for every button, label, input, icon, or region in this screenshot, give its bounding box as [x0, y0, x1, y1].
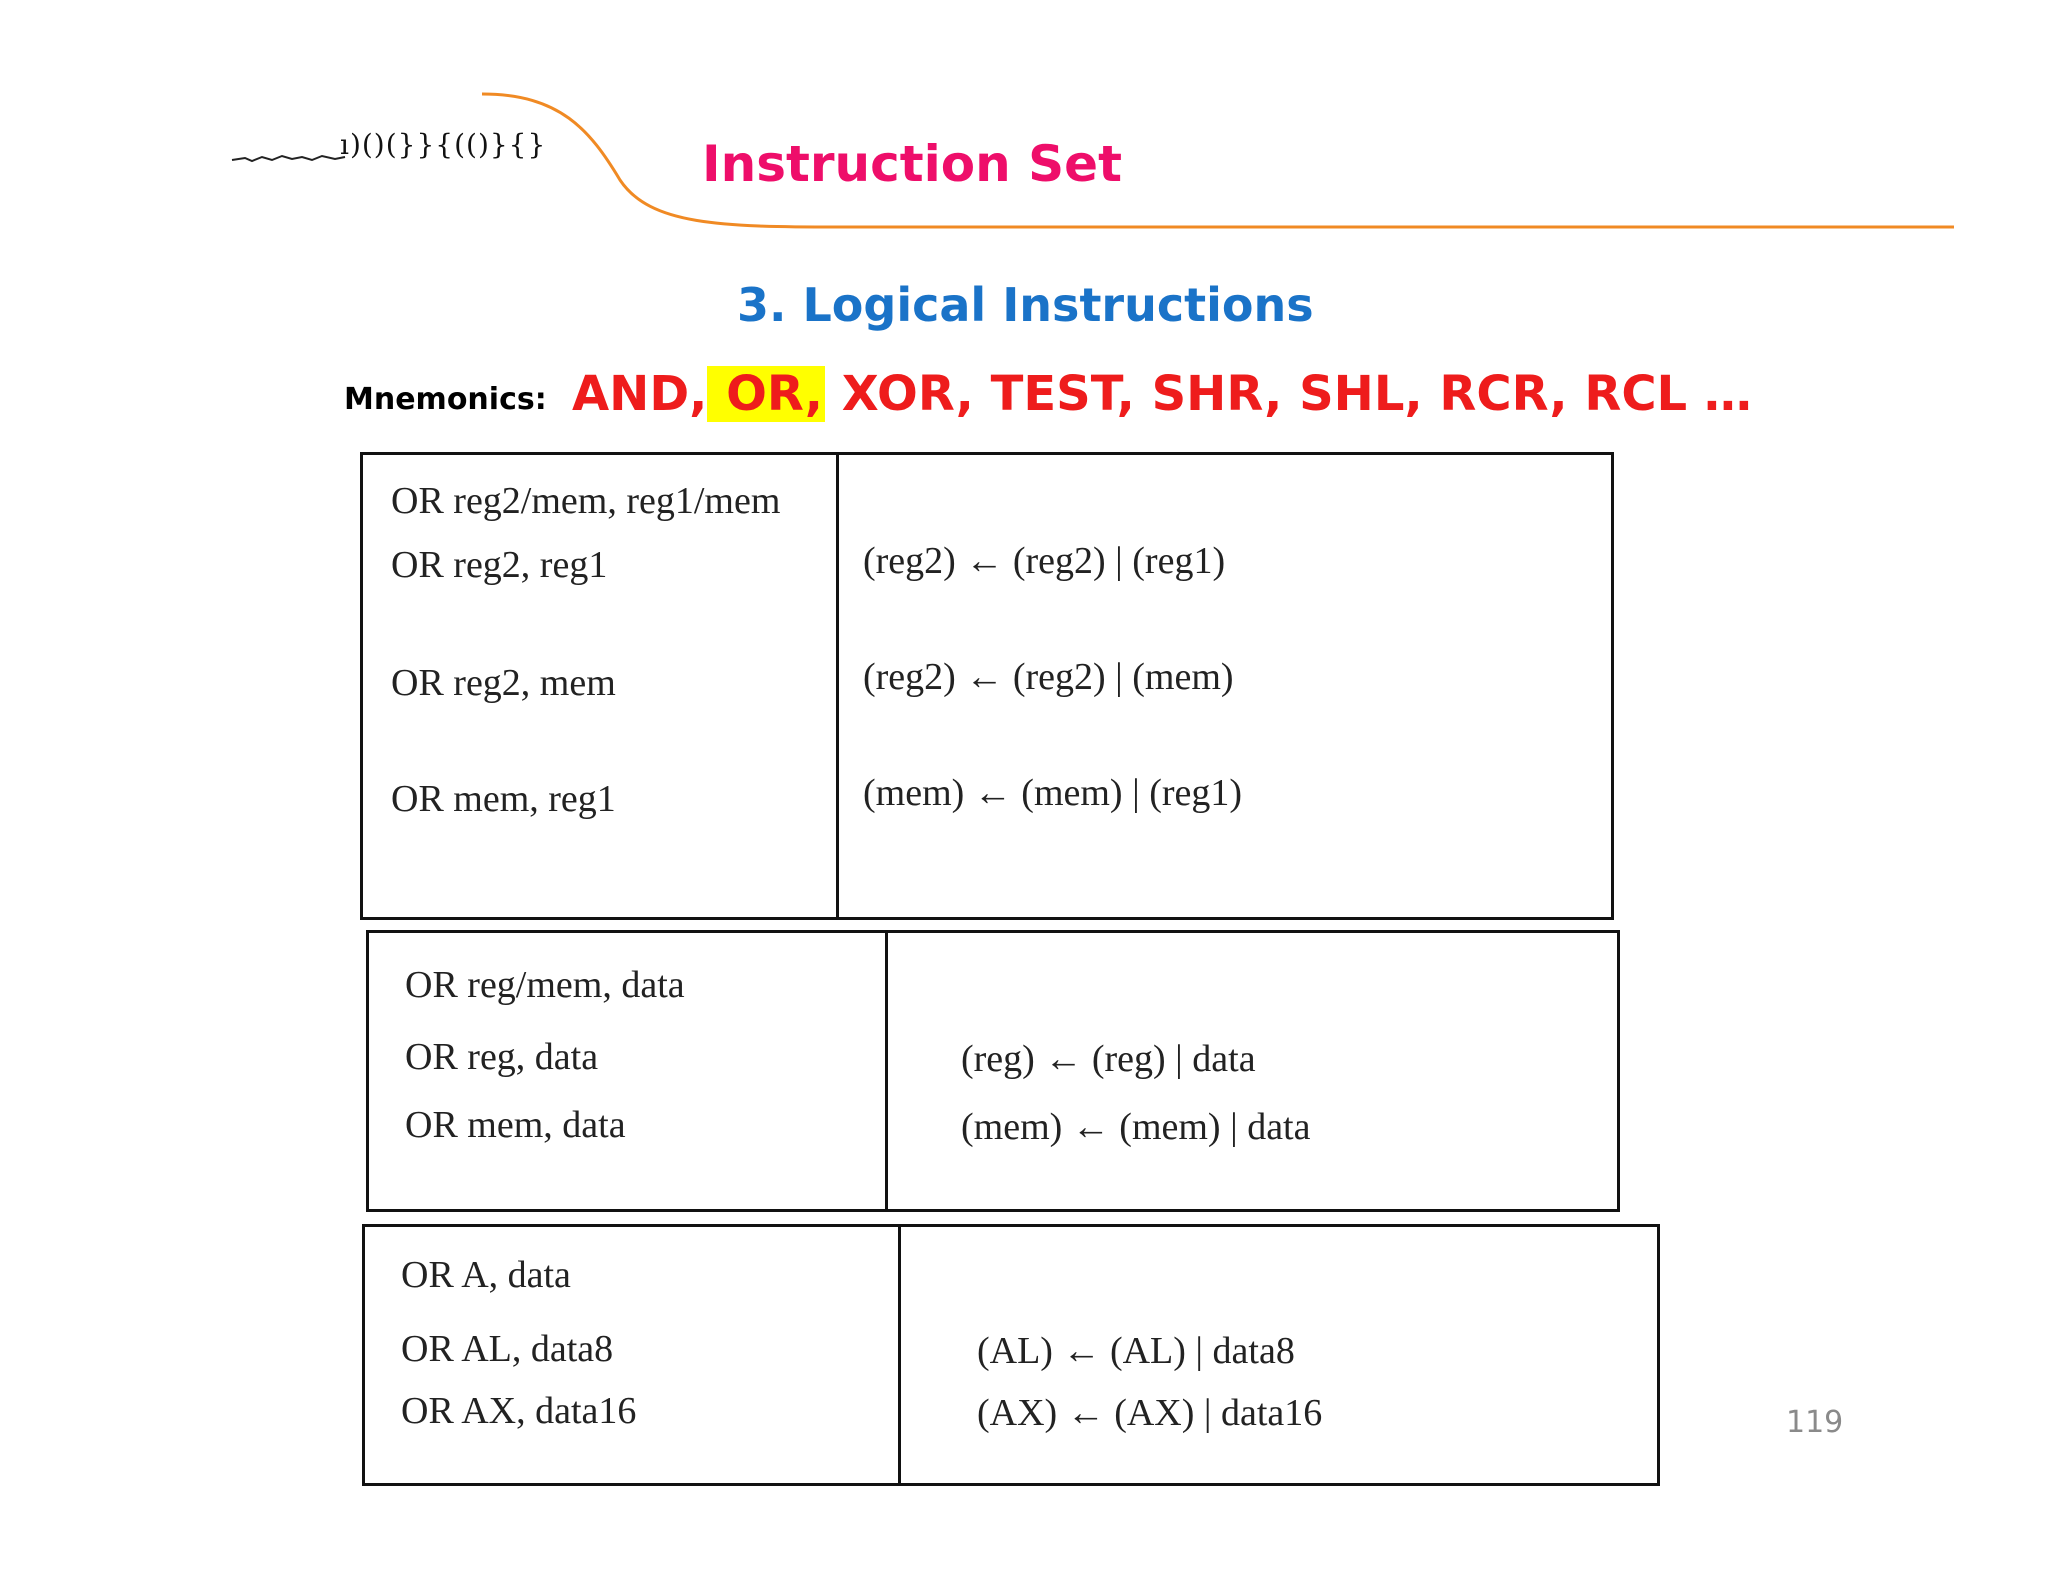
mnemonic-or-highlight: OR, — [709, 366, 824, 422]
table2-left-row-1: OR reg/mem, data — [405, 964, 685, 1006]
section-heading: 3. Logical Instructions — [737, 278, 1314, 332]
table1-left-row-3: OR reg2, mem — [391, 662, 616, 704]
mnemonics-list — [572, 366, 1752, 422]
table2-left-row-3: OR mem, data — [405, 1104, 626, 1146]
table-divider — [885, 933, 888, 1209]
table3-left-row-1: OR A, data — [401, 1254, 571, 1296]
mnemonic-rest: XOR, TEST, SHR, SHL, RCR, RCL … — [825, 366, 1752, 422]
table3-left-row-2: OR AL, data8 — [401, 1328, 614, 1370]
mnemonic-and: AND, — [572, 366, 708, 422]
table3-right-row-2: (AX) ← (AX) | data16 — [977, 1392, 1323, 1434]
mnemonics-label: Mnemonics: — [344, 382, 547, 417]
table2-left-row-2: OR reg, data — [405, 1036, 599, 1078]
table-divider — [898, 1227, 901, 1483]
instruction-table-1 — [360, 452, 1614, 920]
table3-right-row-1: (AL) ← (AL) | data8 — [977, 1330, 1295, 1372]
instruction-table-3 — [362, 1224, 1660, 1486]
table2-right-row-1: (reg) ← (reg) | data — [961, 1038, 1256, 1080]
table1-right-row-2: (reg2) ← (reg2) | (mem) — [863, 656, 1234, 698]
header-signature: ı)()(}}{(()}{} — [340, 128, 547, 161]
header-swoosh — [0, 0, 2048, 260]
table2-right-row-2: (mem) ← (mem) | data — [961, 1106, 1311, 1148]
table1-left-row-2: OR reg2, reg1 — [391, 544, 608, 586]
table1-right-row-1: (reg2) ← (reg2) | (reg1) — [863, 540, 1226, 582]
table-divider — [836, 455, 839, 917]
instruction-table-2 — [366, 930, 1620, 1212]
table1-right-row-3: (mem) ← (mem) | (reg1) — [863, 772, 1243, 814]
table3-left-row-3: OR AX, data16 — [401, 1390, 637, 1432]
table1-left-row-1: OR reg2/mem, reg1/mem — [391, 480, 781, 522]
slide-title: Instruction Set — [702, 135, 1122, 193]
table1-left-row-4: OR mem, reg1 — [391, 778, 616, 820]
page-number: 119 — [1786, 1405, 1844, 1440]
signature-scribble — [232, 156, 345, 161]
